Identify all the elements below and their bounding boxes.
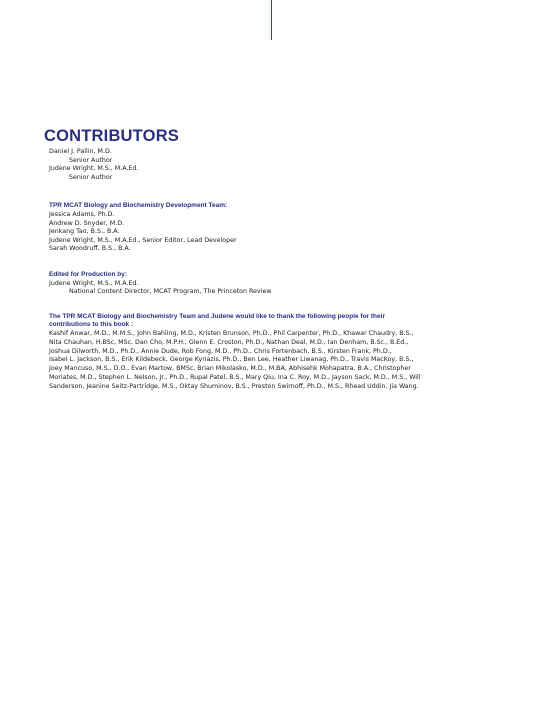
dev-team-member: Jessica Adams, Ph.D.	[49, 210, 115, 218]
author-role: Senior Author	[69, 156, 113, 164]
dev-team-heading: TPR MCAT Biology and Biochemistry Development Team:	[49, 202, 228, 210]
authors-list	[49, 148, 484, 391]
top-divider-line	[271, 0, 272, 40]
thanks-line: Joshua Dilworth, M.D., Ph.D., Annie Dude, Rob Fong, M.D., Ph.D., Chris Fortenbach, B.S., Kirsten Frank, Ph.D.,	[49, 347, 392, 355]
thanks-line: Kashif Anwar, M.D., M.M.S., John Bahling, M.D., Kristen Brunson, Ph.D., Phil Carpenter, Ph.D., Khawar Chaudry, B.S.,	[49, 329, 414, 337]
dev-team-member: Jenkang Tao, B.S., B.A.	[49, 228, 120, 236]
author-name: Judene Wright, M.S., M.A.Ed.	[49, 165, 139, 173]
thanks-heading-line: contributions to this book :	[49, 321, 134, 329]
thanks-line: Nita Chauhan, H.BSc, MSc, Dan Cho, M.P.H., Glenn E. Croston, Ph.D., Nathan Deal, M.D., Ian Denham, B.Sc., B.Ed.,	[49, 338, 409, 346]
production-name: Judene Wright, M.S., M.A.Ed.	[49, 279, 139, 287]
thanks-heading-line: The TPR MCAT Biology and Biochemistry Team and Judene would like to thank the following people for their	[49, 312, 385, 320]
dev-team-member: Andrew D. Snyder, M.D.	[49, 219, 125, 227]
thanks-line: Joey Mancuso, M.S., D.O., Evan Martow, BMSc, Brian Mikolasko, M.D., M.BA, Abhisehk Mohapatra, B.A., Christopher	[49, 365, 411, 373]
thanks-line: Sanderson, Jeanine Seitz-Partridge, M.S., Oktay Shuminov, B.S., Preston Swirnoff, Ph.D., M.S., Rhead Uddin, Jia Wang.	[49, 382, 419, 390]
production-heading: Edited for Production by:	[49, 270, 127, 278]
dev-team-member: Sarah Woodruff, B.S., B.A.	[49, 245, 131, 253]
thanks-line: Isabel L. Jackson, B.S., Erik Kildebeck, George Kyriazis, Ph.D., Ben Lee, Heather Liwanag, Ph.D., Travis MacKoy, B.S.,	[49, 356, 414, 364]
dev-team-member: Judene Wright, M.S., M.A.Ed., Senior Editor, Lead Developer	[49, 236, 237, 244]
page-title: CONTRIBUTORS	[44, 127, 180, 145]
thanks-line: Moriates, M.D., Stephen L. Nelson, Jr., Ph.D., Rupal Patel, B.S., Mary Qiu, Ina C. Roy, M.D., Jayson Sack, M.D., M.S., Will	[49, 373, 421, 381]
production-role: National Content Director, MCAT Program, The Princeton Review	[69, 288, 272, 296]
thanks-names	[49, 330, 467, 392]
author-name: Daniel J. Pallin, M.D.	[49, 148, 112, 155]
author-role: Senior Author	[69, 173, 113, 181]
contributors-page	[44, 127, 484, 391]
